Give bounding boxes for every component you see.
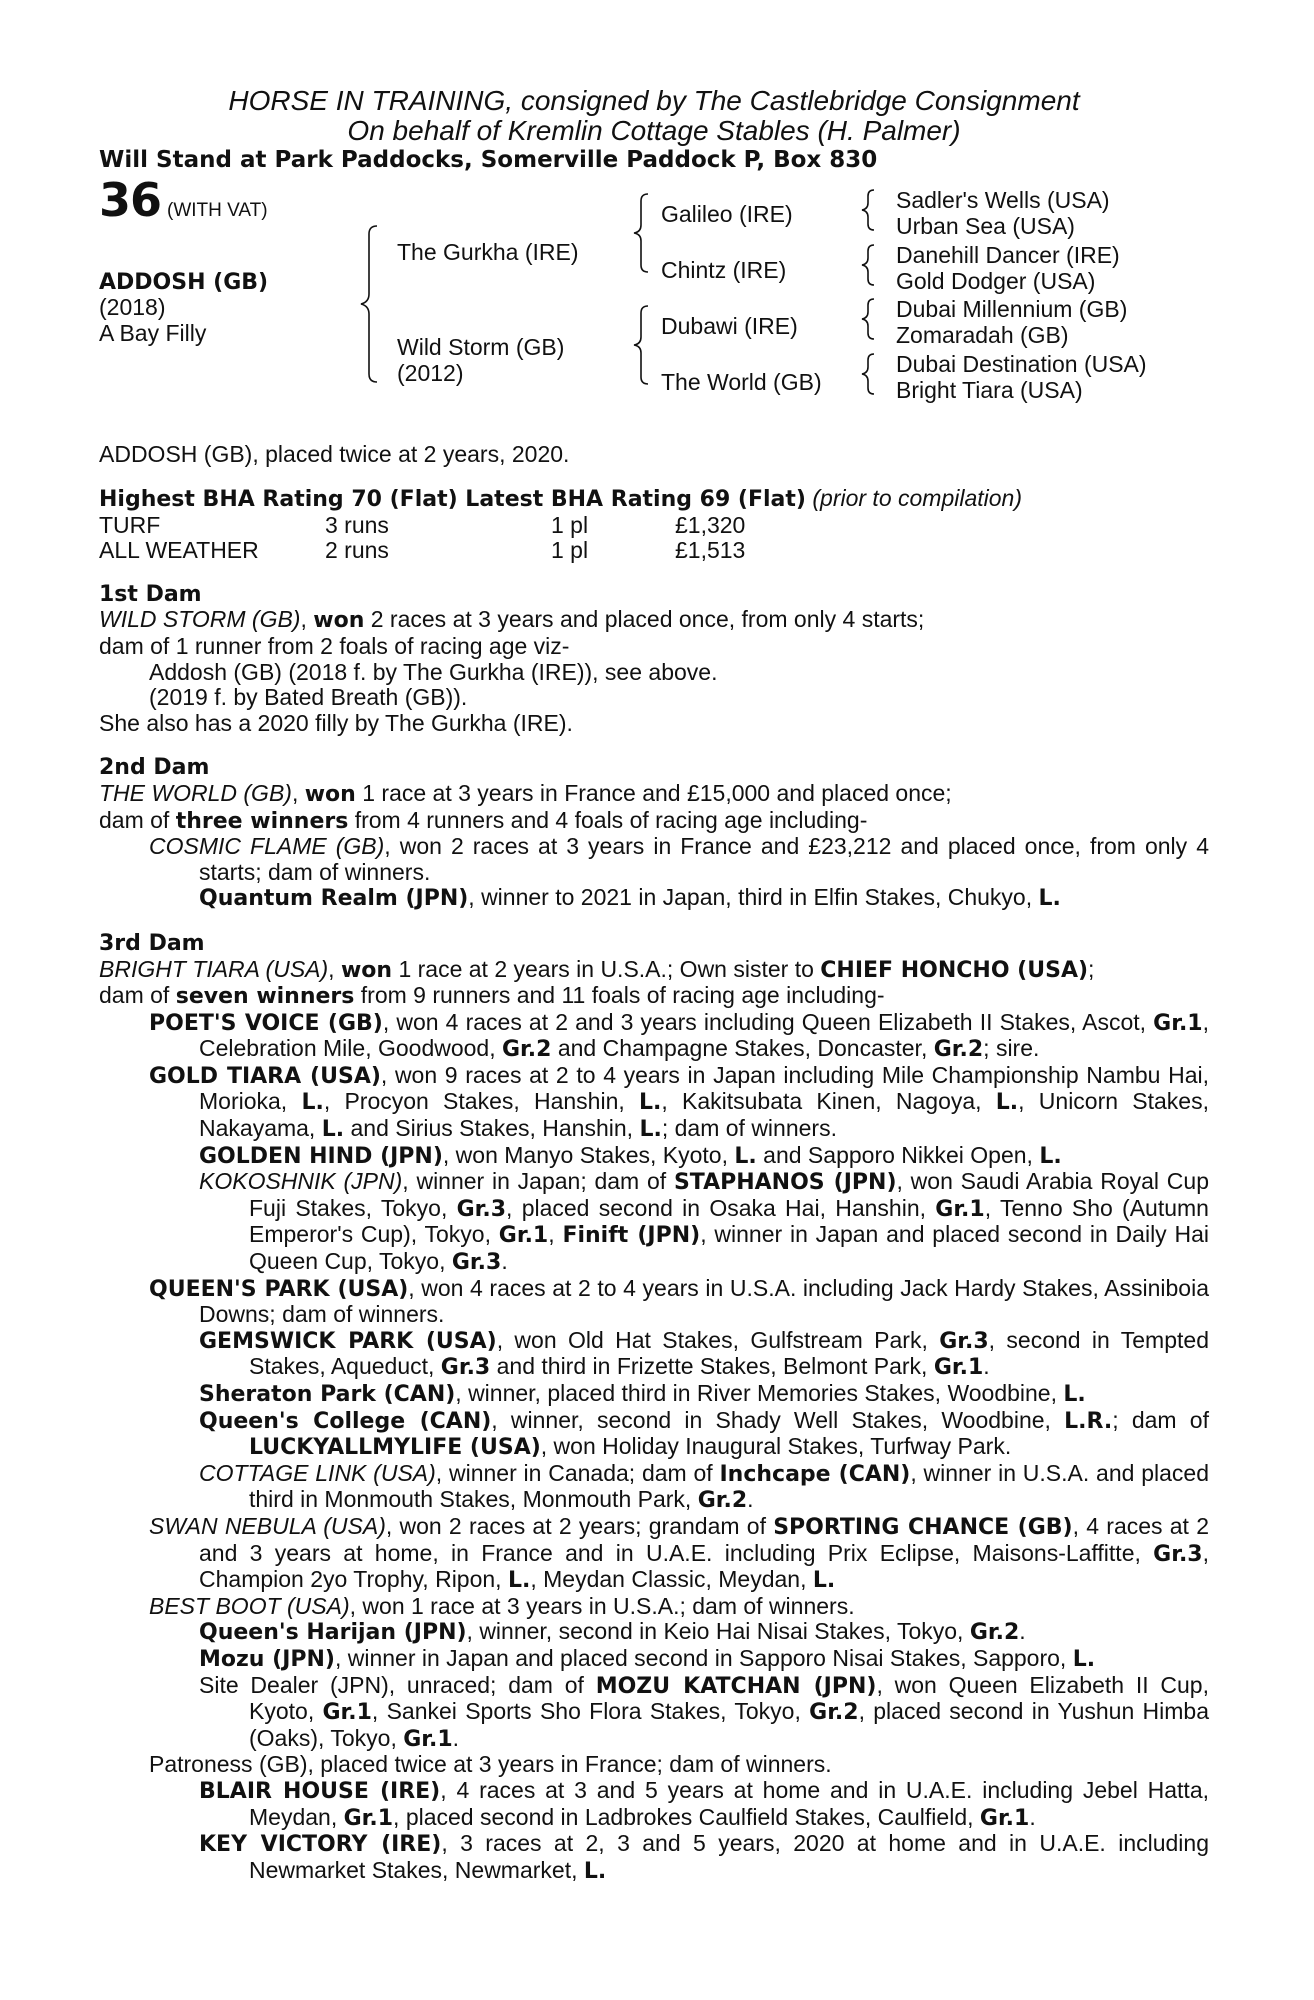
dam1-line: WILD STORM (GB), won 2 races at 3 years and placed once, from only 4 starts;: [99, 606, 925, 634]
bracket-4: [862, 354, 874, 394]
produce-item: SWAN NEBULA (USA), won 2 races at 2 years; grandam of SPORTING CHANCE (GB), 4 races at 2 and 3 years at home, in France and in U.A.E. including Prix Eclipse, Maisons-Laffitte, Gr.3, Champion 2yo Trophy, Ripon, L., Meydan Classic, Meydan, L.: [149, 1512, 1209, 1594]
bracket-2: [862, 245, 874, 285]
header-on-behalf: On behalf of Kremlin Cottage Stables (H. Palmer): [347, 115, 961, 146]
section-title: 3rd Dam: [99, 930, 205, 956]
dam2-produce: dam of three winners from 4 runners and 4 foals of racing age including-: [99, 806, 868, 834]
produce-item: COTTAGE LINK (USA), winner in Canada; dam of Inchcape (CAN), winner in U.S.A. and placed third in Monmouth Stakes, Monmouth Park, Gr.2.: [199, 1459, 1209, 1514]
produce-item: GOLD TIARA (USA), won 9 races at 2 to 4 years in Japan including Mile Championship Nambu Hai, Morioka, L., Procyon Stakes, Hanshin, L., Kakitsubata Kinen, Nagoya, L., Unicorn Stakes, Nakayama, L. and Sirius Stakes, Hanshin, L.; dam of winners.: [149, 1061, 1209, 1143]
gg-5: Dubai Millennium (GB): [896, 295, 1128, 322]
sire-dam: Chintz (IRE): [661, 256, 787, 283]
third-dam-section: [99, 931, 1209, 1884]
bracket-1: [862, 190, 874, 230]
lot-number: 36: [99, 172, 162, 227]
sire-sire: Galileo (IRE): [661, 200, 793, 227]
produce-item: Queen's Harijan (JPN), winner, second in Keio Hai Nisai Stakes, Tokyo, Gr.2.: [199, 1618, 1026, 1646]
dam2-line: THE WORLD (GB), won 1 race at 3 years in France and £15,000 and placed once;: [99, 779, 952, 807]
lot-number-block: [99, 172, 268, 227]
dam3-produce: dam of seven winners from 9 runners and 11 foals of racing age including-: [99, 982, 885, 1010]
second-dam-section: [99, 755, 1209, 912]
gg-1: Sadler's Wells (USA): [896, 186, 1110, 213]
produce-item: BEST BOOT (USA), won 1 race at 3 years in U.S.A.; dam of winners.: [149, 1592, 855, 1619]
first-dam-section: [99, 582, 1209, 737]
dam1-produce: dam of 1 runner from 2 foals of racing age viz-: [99, 632, 570, 659]
gg-2: Urban Sea (USA): [896, 212, 1075, 239]
bracket-sire-dam: [361, 226, 377, 382]
produce-item: Quantum Realm (JPN), winner to 2021 in Japan, third in Elfin Stakes, Chukyo, L.: [199, 884, 1061, 912]
bracket-sire-line: [634, 194, 648, 272]
produce-item: QUEEN'S PARK (USA), won 4 races at 2 to 4 years in U.S.A. including Jack Hardy Stakes, Assiniboia Downs; dam of winners.: [149, 1274, 1209, 1328]
produce-item: COSMIC FLAME (GB), won 2 races at 3 years in France and £23,212 and placed once, from only 4 starts; dam of winners.: [149, 833, 1209, 885]
dam1-note: She also has a 2020 filly by The Gurkha (IRE).: [99, 709, 573, 736]
produce-item: GEMSWICK PARK (USA), won Old Hat Stakes, Gulfstream Park, Gr.3, second in Tempted Stakes, Aqueduct, Gr.3 and third in Frizette Stakes, Belmont Park, Gr.1.: [199, 1326, 1209, 1381]
bracket-3: [862, 299, 874, 339]
table-row: TURF 3 runs 1 pl £1,320: [99, 511, 746, 538]
gg-4: Gold Dodger (USA): [896, 267, 1096, 294]
bracket-dam-line: [634, 306, 648, 384]
produce-item: KEY VICTORY (IRE), 3 races at 2, 3 and 5 years, 2020 at home and in U.A.E. including Newmarket Stakes, Newmarket, L.: [199, 1830, 1209, 1884]
produce-item: Queen's College (CAN), winner, second in Shady Well Stakes, Woodbine, L.R.; dam of LUCKYALLMYLIFE (USA), won Holiday Inaugural Stakes, Turfway Park.: [199, 1406, 1209, 1461]
dam-year: (2012): [397, 359, 464, 386]
horse-name: ADDOSH (GB): [99, 269, 269, 295]
gg-3: Danehill Dancer (IRE): [896, 241, 1120, 268]
gg-7: Dubai Destination (USA): [896, 350, 1147, 377]
catalogue-page: [99, 86, 1209, 1884]
table-row: ALL WEATHER 2 runs 1 pl £1,513: [99, 536, 746, 563]
dam3-line: BRIGHT TIARA (USA), won 1 race at 2 years in U.S.A.; Own sister to CHIEF HONCHO (USA);: [99, 955, 1095, 983]
horse-id: [99, 270, 268, 347]
rating-line: Highest BHA Rating 70 (Flat) Latest BHA Rating 69 (Flat) (prior to compilation): [99, 485, 1023, 513]
race-record-table: [99, 513, 745, 563]
header-consignor: HORSE IN TRAINING, consigned by The Castlebridge Consignment: [228, 85, 1080, 116]
race-summary: ADDOSH (GB), placed twice at 2 years, 2020.: [99, 440, 570, 467]
produce-item: GOLDEN HIND (JPN), won Manyo Stakes, Kyoto, L. and Sapporo Nikkei Open, L.: [199, 1141, 1062, 1169]
gg-6: Zomaradah (GB): [896, 321, 1069, 348]
horse-desc: A Bay Filly: [99, 319, 207, 346]
produce-item: Site Dealer (JPN), unraced; dam of MOZU KATCHAN (JPN), won Queen Elizabeth II Cup, Kyoto, Gr.1, Sankei Sports Sho Flora Stakes, Tokyo, Gr.2, placed second in Yushun Himba (Oaks), Tokyo, Gr.1.: [199, 1671, 1209, 1752]
horse-year: (2018): [99, 294, 166, 321]
produce-item: (2019 f. by Bated Breath (GB)).: [149, 684, 468, 711]
dam-sire: Dubawi (IRE): [661, 312, 798, 339]
produce-item: BLAIR HOUSE (IRE), 4 races at 3 and 5 years at home and in U.A.E. including Jebel Hatta, Meydan, Gr.1, placed second in Ladbrokes Caulfield Stakes, Caulfield, Gr.1.: [199, 1776, 1210, 1831]
pedigree-block: [99, 172, 1209, 428]
produce-item: Addosh (GB) (2018 f. by The Gurkha (IRE)), see above.: [149, 658, 718, 685]
sire: The Gurkha (IRE): [397, 238, 579, 265]
dam-dam: The World (GB): [661, 368, 822, 395]
lot-vat: (WITH VAT): [167, 199, 268, 221]
produce-item: Patroness (GB), placed twice at 3 years in France; dam of winners.: [149, 1751, 832, 1778]
produce-item: POET'S VOICE (GB), won 4 races at 2 and 3 years including Queen Elizabeth II Stakes, Ascot, Gr.1, Celebration Mile, Goodwood, Gr.2 and Champagne Stakes, Doncaster, Gr.2; sire.: [149, 1008, 1209, 1063]
dam: Wild Storm (GB): [397, 333, 565, 360]
produce-item: Sheraton Park (CAN), winner, placed third in River Memories Stakes, Woodbine, L.: [199, 1380, 1086, 1407]
section-title: 1st Dam: [99, 581, 202, 607]
gg-8: Bright Tiara (USA): [896, 376, 1083, 403]
produce-item: KOKOSHNIK (JPN), winner in Japan; dam of STAPHANOS (JPN), won Saudi Arabia Royal Cup Fuji Stakes, Tokyo, Gr.3, placed second in Osaka Hai, Hanshin, Gr.1, Tenno Sho (Autumn Emperor's Cup), Tokyo, Gr.1, Finift (JPN), winner in Japan and placed second in Daily Hai Queen Cup, Tokyo, Gr.3.: [199, 1168, 1209, 1276]
section-title: 2nd Dam: [99, 755, 210, 781]
header-location: Will Stand at Park Paddocks, Somerville Paddock P, Box 830: [99, 147, 878, 173]
produce-item: Mozu (JPN), winner in Japan and placed second in Sapporo Nisai Stakes, Sapporo, L.: [199, 1644, 1096, 1672]
